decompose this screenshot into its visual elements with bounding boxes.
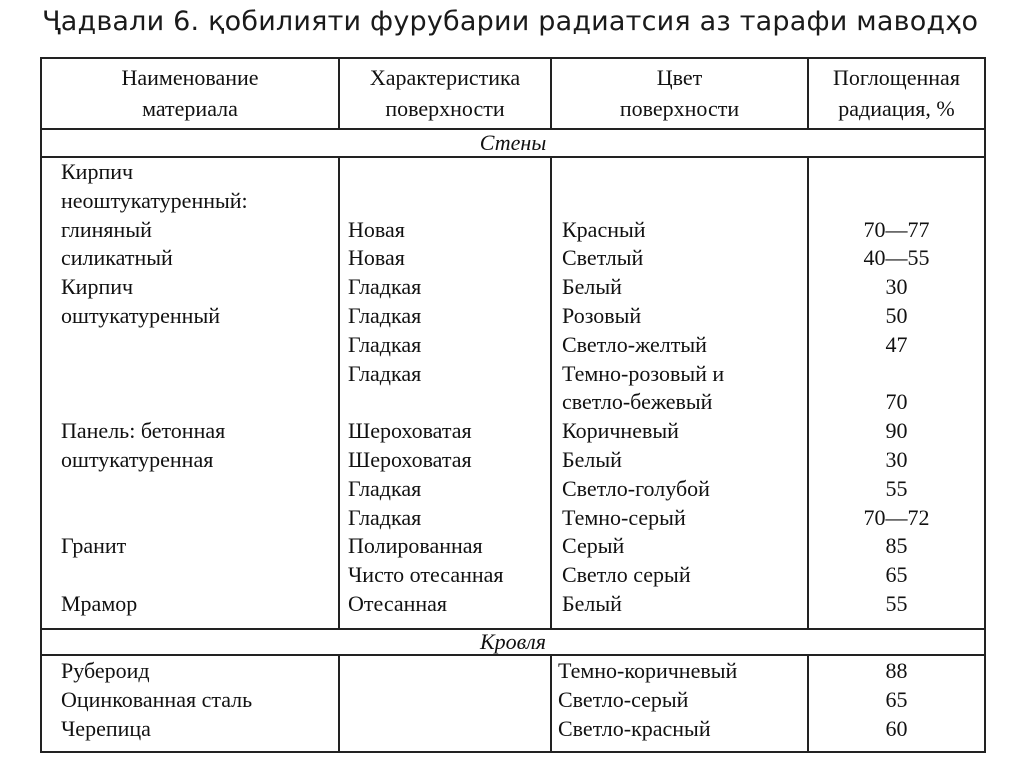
cell: [348, 187, 504, 216]
header-absorbed-radiation: [809, 62, 984, 124]
cell: оштукатуренная: [61, 446, 214, 472]
cell: Светло-красный: [558, 715, 711, 741]
cell: 30: [885, 446, 908, 472]
cell: Гладкая: [348, 360, 422, 386]
cell: 70—77: [863, 216, 930, 242]
cell: Отесанная: [348, 590, 448, 616]
header-characteristic-line2: поверхности: [385, 96, 505, 121]
header-radiation-line2: радиация, %: [838, 96, 955, 121]
cell: Гладкая: [348, 302, 422, 328]
cell: силикатный: [61, 245, 173, 271]
cell: Розовый: [562, 302, 642, 328]
cell: Мрамор: [61, 590, 138, 616]
cell: Светло серый: [562, 562, 691, 588]
cell: 47: [885, 331, 908, 357]
cell: 30: [885, 274, 908, 300]
cell: [61, 388, 248, 417]
cell: 65: [885, 686, 908, 712]
header-surface-characteristic: [340, 62, 550, 124]
cell: [348, 158, 504, 187]
cell: Гладкая: [348, 475, 422, 501]
header-color-line1: Цвет: [656, 65, 703, 90]
cell: [61, 331, 248, 360]
walls-color-column: [562, 158, 724, 619]
cell: Светло-желтый: [562, 331, 707, 357]
cell: 60: [885, 715, 908, 741]
cell: Кирпич: [61, 274, 134, 300]
roof-material-column: [61, 657, 252, 743]
cell: [809, 360, 984, 389]
cell: 50: [885, 302, 908, 328]
cell: 88: [885, 658, 908, 683]
column-divider: [338, 157, 340, 629]
cell: Красный: [562, 216, 646, 242]
section-rule: [42, 654, 984, 656]
cell: неоштукатуренный:: [61, 187, 248, 213]
header-radiation-line1: Поглощенная: [833, 65, 960, 90]
cell: Гранит: [61, 533, 127, 559]
cell: Оцинкованная сталь: [61, 686, 253, 712]
cell: Рубероид: [61, 658, 150, 683]
header-material: [42, 62, 338, 124]
cell: Темно-серый: [562, 504, 686, 530]
header-material-line2: материала: [142, 96, 238, 121]
column-divider: [550, 655, 552, 751]
cell: Новая: [348, 245, 405, 271]
walls-radiation-column: [809, 158, 984, 619]
cell: [348, 388, 504, 417]
cell: 70—72: [863, 504, 930, 530]
document-title: Ҷадвали 6. қобилияти фурубарии радиатсия аз тарафи маводҳо: [42, 6, 979, 37]
cell: Чисто отесанная: [348, 562, 504, 588]
cell: Гладкая: [348, 331, 422, 357]
header-material-line1: Наименование: [121, 65, 259, 90]
header-surface-color: [552, 62, 807, 124]
roof-color-column: [558, 657, 737, 743]
cell: Гладкая: [348, 274, 422, 300]
cell: [61, 504, 248, 533]
cell: 70: [885, 389, 908, 415]
cell: Гладкая: [348, 504, 422, 530]
cell: Полированная: [348, 533, 483, 559]
cell: [61, 360, 248, 389]
cell: Серый: [562, 533, 625, 559]
cell: 40—55: [863, 245, 930, 271]
roof-radiation-column: [809, 657, 984, 743]
cell: Коричневый: [562, 418, 679, 444]
cell: [61, 561, 248, 590]
cell: Светло-серый: [558, 686, 689, 712]
cell: 65: [885, 562, 908, 588]
cell: Темно-розовый и: [562, 360, 725, 386]
cell: Темно-коричневый: [558, 658, 738, 683]
cell: 85: [885, 533, 908, 559]
cell: Черепица: [61, 715, 151, 741]
cell: [809, 158, 984, 187]
cell: [562, 158, 724, 187]
cell: 55: [885, 590, 908, 616]
cell: Белый: [562, 590, 622, 616]
cell: оштукатуренный: [61, 302, 221, 328]
cell: глиняный: [61, 216, 152, 242]
cell: Светлый: [562, 245, 644, 271]
walls-material-column: [61, 158, 248, 619]
cell: Панель: бетонная: [61, 418, 226, 444]
walls-characteristic-column: [348, 158, 504, 619]
cell: [809, 187, 984, 216]
cell: Шероховатая: [348, 446, 472, 472]
cell: Белый: [562, 274, 622, 300]
header-characteristic-line1: Характеристика: [369, 65, 521, 90]
cell: [61, 475, 248, 504]
column-divider: [550, 157, 552, 629]
cell: Шероховатая: [348, 418, 472, 444]
cell: Новая: [348, 216, 405, 242]
section-walls: Стены: [479, 130, 547, 155]
radiation-table: [40, 57, 986, 753]
cell: светло-бежевый: [562, 389, 713, 415]
cell: Белый: [562, 446, 622, 472]
cell: 55: [885, 475, 908, 501]
section-roof: Кровля: [480, 629, 546, 654]
cell: Светло-голубой: [562, 475, 710, 501]
cell: [562, 187, 724, 216]
cell: 90: [885, 418, 908, 444]
cell: Кирпич: [61, 159, 134, 184]
column-divider: [338, 655, 340, 751]
header-color-line2: поверхности: [619, 96, 740, 121]
